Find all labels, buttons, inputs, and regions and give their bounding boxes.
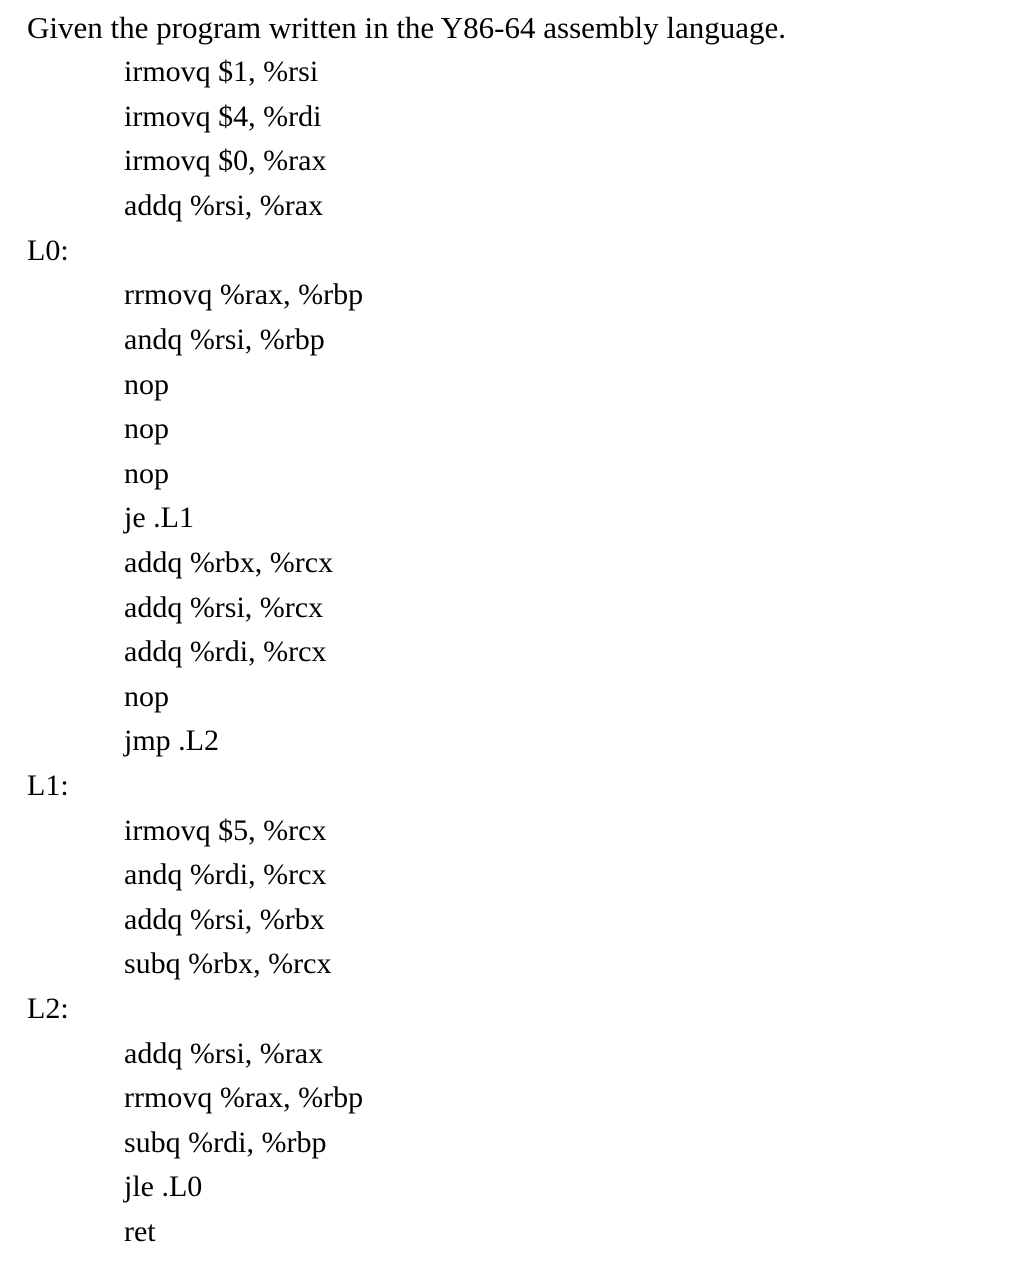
code-line-setup-3: irmovq $0, %rax — [124, 144, 327, 177]
code-line-l0-6: je .L1 — [124, 501, 194, 534]
label-l2: L2: — [27, 992, 69, 1025]
code-line-l0-11: jmp .L2 — [124, 724, 219, 757]
code-line-l2-1: addq %rsi, %rax — [124, 1037, 324, 1070]
code-line-l2-5: ret — [124, 1215, 156, 1248]
code-line-setup-2: irmovq $4, %rdi — [124, 100, 322, 133]
code-line-l1-2: andq %rdi, %rcx — [124, 858, 327, 891]
label-l1: L1: — [27, 769, 69, 802]
code-line-l2-3: subq %rdi, %rbp — [124, 1126, 327, 1159]
code-line-l0-1: rrmovq %rax, %rbp — [124, 278, 364, 311]
code-line-l2-2: rrmovq %rax, %rbp — [124, 1081, 364, 1114]
code-line-l0-3: nop — [124, 368, 169, 401]
code-line-l2-4: jle .L0 — [124, 1170, 203, 1203]
code-line-l0-5: nop — [124, 457, 169, 490]
code-line-l0-4: nop — [124, 412, 169, 445]
code-line-l1-3: addq %rsi, %rbx — [124, 903, 325, 936]
label-l0: L0: — [27, 234, 69, 267]
question-heading: Given the program written in the Y86-64 assembly language. — [27, 10, 787, 45]
code-line-l0-8: addq %rsi, %rcx — [124, 591, 324, 624]
code-line-setup-4: addq %rsi, %rax — [124, 189, 324, 222]
code-line-l1-4: subq %rbx, %rcx — [124, 947, 332, 980]
code-line-l1-1: irmovq $5, %rcx — [124, 814, 327, 847]
code-line-l0-9: addq %rdi, %rcx — [124, 635, 327, 668]
code-line-l0-7: addq %rbx, %rcx — [124, 546, 334, 579]
code-line-l0-2: andq %rsi, %rbp — [124, 323, 325, 356]
code-line-setup-1: irmovq $1, %rsi — [124, 55, 319, 88]
code-line-l0-10: nop — [124, 680, 169, 713]
